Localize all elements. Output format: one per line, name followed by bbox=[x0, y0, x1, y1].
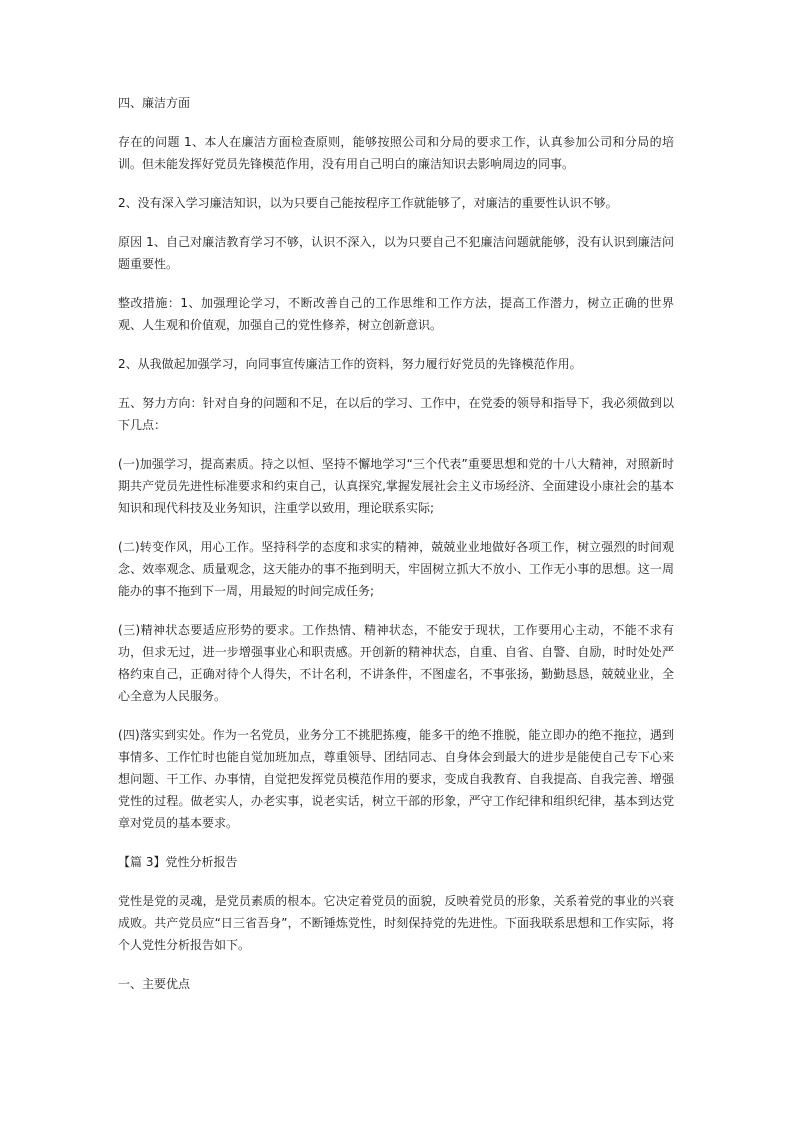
paragraph: (四)落实到实处。作为一名党员，业务分工不挑肥拣瘦，能多干的绝不推脱，能立即办的绝不拖拉，遇到事情多、工作忙时也能自觉加班加点，尊重领导、团结同志、自身体会到最大的进步是能使自己专下心来想问题、干工作、办事情，自觉把发挥党员模范作用的要求，变成自我教育、自我提高、自我完善、增强党性的过程。做老实人，办老实事，说老实话，树立干部的形象，严守工作纪律和组织纪律，基本到达党章对党员的基本要求。 bbox=[118, 728, 674, 830]
paragraph: 整改措施：1、加强理论学习，不断改善自己的工作思维和工作方法，提高工作潜力，树立正确的世界观、人生观和价值观，加强自己的党性修养，树立创新意识。 bbox=[118, 296, 674, 332]
section-heading-integrity: 四、廉洁方面 bbox=[118, 96, 191, 110]
paragraph: 党性是党的灵魂，是党员素质的根本。它决定着党员的面貌，反映着党员的形象，关系着党的事业的兴衰成败。共产党员应“日三省吾身”，不断锤炼党性，时刻保持党的先进性。下面我联系思想和工作实际，将个人党性分析报告如下。 bbox=[118, 894, 674, 952]
paragraph: (三)精神状态要适应形势的要求。工作热情、精神状态，不能安于现状，工作要用心主动，不能不求有功，但求无过，进一步增强事业心和职责感。开创新的精神状态，自重、自省、自警、自励，时时处处严格约束自己，正确对待个人得失，不计名利，不讲条件，不图虚名，不事张扬，勤勤恳恳，兢兢业业，全心全意为人民服务。 bbox=[118, 623, 674, 703]
paragraph: 五、努力方向：针对自身的问题和不足，在以后的学习、工作中，在党委的领导和指导下，我必须做到以下几点： bbox=[118, 396, 674, 432]
paragraph: 存在的问题 1、本人在廉洁方面检查原则，能够按照公司和分局的要求工作，认真参加公司和分局的培训。但未能发挥好党员先锋模范作用，没有用自己明白的廉洁知识去影响周边的同事。 bbox=[118, 135, 674, 171]
article-title: 【篇 3】党性分析报告 bbox=[118, 855, 238, 869]
document-body bbox=[118, 92, 674, 1012]
paragraph: (一)加强学习，提高素质。持之以恒、坚持不懈地学习“三个代表”重要思想和党的十八大精神，对照新时期共产党员先进性标准要求和约束自己，认真探究,掌握发展社会主义市场经济、全面建设小康社会的基本知识和现代科技及业务知识，注重学以致用，理论联系实际; bbox=[118, 457, 674, 515]
paragraph: 原因 1、自己对廉洁教育学习不够，认识不深入，以为只要自己不犯廉洁问题就能够，没有认识到廉洁问题重要性。 bbox=[118, 235, 674, 271]
paragraph: 2、从我做起加强学习，向同事宣传廉洁工作的资料，努力履行好党员的先锋模范作用。 bbox=[118, 357, 582, 371]
paragraph: (二)转变作风，用心工作。坚持科学的态度和求实的精神，兢兢业业地做好各项工作，树立强烈的时间观念、效率观念、质量观念，这天能办的事不拖到明天，牢固树立抓大不放小、工作无小事的思想。这一周能办的事不拖到下一周，用最短的时间完成任务; bbox=[118, 540, 674, 598]
section-heading-strengths: 一、主要优点 bbox=[118, 977, 191, 991]
paragraph: 2、没有深入学习廉洁知识，以为只要自己能按程序工作就能够了，对廉洁的重要性认识不够。 bbox=[118, 196, 618, 210]
